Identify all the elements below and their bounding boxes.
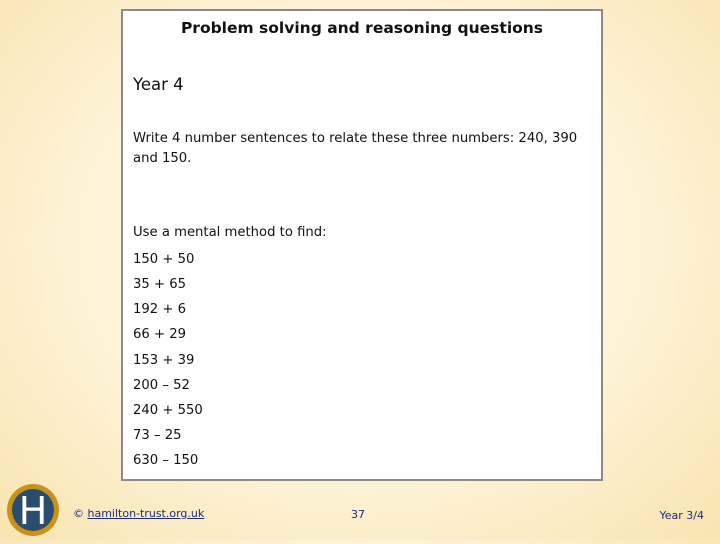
- sum-item: 630 – 150: [133, 453, 199, 469]
- sum-item: 150 + 50: [133, 252, 195, 267]
- hamilton-trust-link[interactable]: hamilton-trust.org.uk: [87, 507, 205, 520]
- hamilton-logo-icon: [6, 482, 60, 540]
- instruction-text: Use a mental method to find:: [133, 225, 327, 240]
- copyright-symbol: ©: [73, 507, 84, 520]
- page-number: 37: [351, 508, 365, 521]
- sum-item: 153 + 39: [133, 352, 195, 368]
- sum-item: 192 + 6: [133, 302, 186, 318]
- copyright-notice: [73, 507, 204, 520]
- year-heading: Year 4: [133, 75, 184, 94]
- sum-item: 66 + 29: [133, 327, 186, 343]
- sum-item: 35 + 65: [133, 277, 186, 293]
- sum-item: 200 – 52: [133, 377, 190, 393]
- svg-text:H: H: [18, 489, 48, 533]
- page-title: Problem solving and reasoning questions: [180, 19, 544, 37]
- sum-item: 73 – 25: [133, 427, 182, 443]
- sums-list: [133, 250, 203, 476]
- sum-item: 240 + 550: [133, 402, 203, 418]
- year-label: Year 3/4: [659, 509, 704, 522]
- task-text: Write 4 number sentences to relate these three numbers: 240, 390 and 150.: [133, 131, 578, 166]
- question-card: [121, 9, 603, 481]
